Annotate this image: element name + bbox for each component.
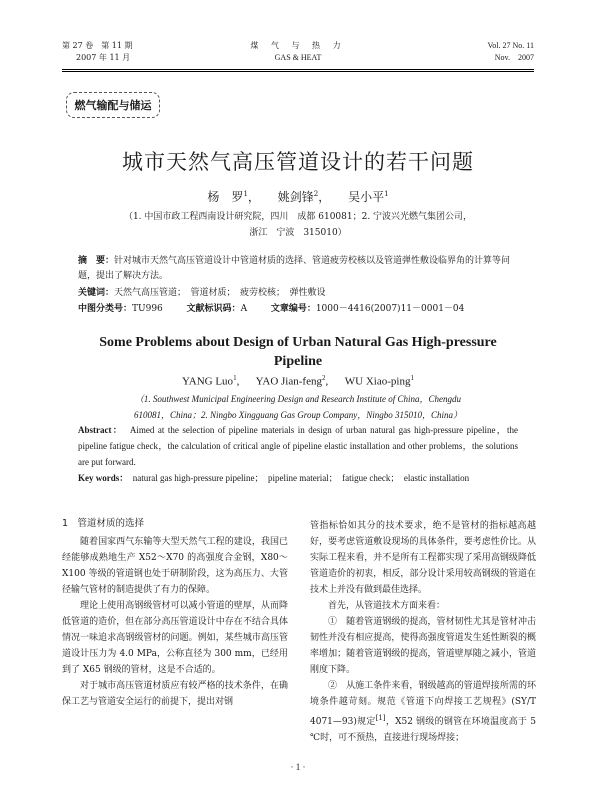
body-right-paragraph-4: [310, 678, 536, 746]
affiliation-en-line1: （1. Southwest Municipal Engineering Design and Research Institute of China，Chengdu: [134, 394, 462, 404]
author-en-2-sup: 2: [321, 374, 326, 382]
body-right-paragraph-2: 首先，从管道技术方面来看：: [328, 601, 446, 611]
citation-ref-1: [1]: [375, 714, 386, 722]
article-no-label: 文章编号：: [270, 304, 316, 314]
author-cn-1-sup: 1: [243, 190, 248, 198]
body-left-column: [62, 516, 288, 710]
body-right-column: [310, 518, 536, 746]
paper-title-cn: 城市天然气高压管道设计的若干问题: [122, 150, 474, 174]
abstract-cn: [78, 254, 518, 284]
page-number: · 1 ·: [290, 762, 306, 772]
author-en-3-sup: 1: [410, 374, 414, 382]
header-journal-en: GAS & HEAT: [274, 53, 322, 62]
keywords-en: [78, 470, 518, 486]
body-right-paragraph-1: 管指标恰如其分的技术要求，绝不是管材的指标越高越好，要考虑管道敷设现场的具体条件，要考虑性价比。从实际工程来看，并不是所有工程都实现了采用高钢级降低管道造价的初衷，相反，部分设计采用较高钢级的管道在技术上并没有做到最佳选择。: [310, 521, 536, 595]
body-right-paragraph-4b: ，X52 钢级的钢管在环境温度高于 5 ℃时，可不预热，直接进行现场焊接；: [310, 717, 536, 743]
authors-cn: 杨 罗$^1$， 姚剑锋$^2$， 吴小平$^1$: [207, 190, 389, 204]
column-tag-label: 燃气输配与储运: [74, 99, 152, 112]
author-cn-3-sup: 1: [384, 190, 389, 198]
keywords-en-text: natural gas high-pressure pipeline； pipeline material； fatigue check； elastic installation: [132, 473, 470, 483]
clc-label: 中图分类号：: [78, 304, 133, 314]
affiliation-cn-line2: 浙江 宁波 315010）: [249, 228, 347, 238]
keywords-cn-label: 关键词：: [78, 288, 115, 298]
header-journal-cn: 煤 气 与 热 力: [250, 41, 346, 50]
clc-value: TU996: [132, 304, 163, 314]
body-right-paragraph-4a: ② 从施工条件来看，钢级越高的管道焊接所需的环境条件越苛刻。规范《管道下向焊接工艺规程》(SY/T 4071—93)规定: [310, 681, 536, 727]
header-rule-top: [62, 69, 534, 70]
classification-line: [78, 302, 518, 317]
article-no-value: 1000－4416(2007)11－0001－04: [315, 304, 465, 314]
header-date-en: Nov. 2007: [494, 53, 534, 62]
paper-title-en-line1: Some Problems about Design of Urban Natural Gas High-pressure: [99, 335, 497, 350]
paper-title-en: [0, 333, 596, 371]
abstract-cn-text: 针对城市天然气高压管道设计中管道材质的选择、管道疲劳校核以及管道弹性敷设临界角的计算等问题，提出了解决方法。: [78, 256, 511, 281]
header-rule-bottom: [62, 71, 534, 72]
author-cn-2: 姚剑锋: [277, 190, 314, 204]
body-right-paragraph-3: ① 随着管道钢级的提高，管材韧性尤其是管材冲击韧性并没有相应提高，使得高强度管道发生延性断裂的概率增加；随着管道钢级的提高，管道壁厚随之减小，管道刚度下降。: [310, 617, 536, 675]
body-left-paragraph-2: 理论上使用高钢级管材可以减小管道的壁厚，从而降低管道的造价，但在部分高压管道设计中存在不结合具体情况一味追求高钢级管材的问题。例如，某些城市高压管道设计压力为 4.0 MPa，公称直径为 300 mm，已经用到了 X65 钢级的管材，这是不合适的。: [62, 601, 288, 675]
author-cn-1: 杨 罗: [207, 190, 244, 204]
abstract-cn-label: 摘 要：: [78, 256, 115, 266]
affiliation-cn-line1: （1. 中国市政工程西南设计研究院，四川 成都 610081；2. 宁波兴光燃气集团公司，: [123, 212, 473, 222]
keywords-en-label: Key words：: [78, 473, 129, 483]
affiliation-en-line2: 610081，China；2. Ningbo Xingguang Gas Group Company，Ningbo 315010，China）: [134, 410, 462, 420]
header-volume-en: Vol. 27 No. 11: [487, 41, 534, 50]
header-volume-cn: 第 27 卷 第 11 期: [62, 41, 133, 50]
running-header: [0, 40, 596, 70]
keywords-cn-text: 天然气高压管道； 管道材质； 疲劳校核； 弹性敷设: [114, 288, 326, 298]
author-cn-3: 吴小平: [348, 190, 385, 204]
doc-code-label: 文献标识码：: [186, 304, 241, 314]
affiliation-cn: [0, 209, 596, 241]
body-left-paragraph-3: 对于城市高压管道材质应有较严格的技术条件，在确保工艺与管道安全运行的前提下，提出对钢: [62, 681, 288, 707]
keywords-cn: [78, 286, 518, 301]
author-en-3: WU Xiao-ping: [344, 375, 411, 388]
doc-code-value: A: [240, 304, 248, 314]
header-right: [488, 40, 534, 64]
affiliation-en: [0, 391, 596, 423]
header-date-cn: 2007 年 11 月: [76, 53, 131, 62]
author-en-2: YAO Jian-feng: [255, 375, 322, 388]
author-en-1-sup: 1: [233, 374, 237, 382]
section-heading-1: 1 管道材质的选择: [62, 518, 145, 529]
abstract-en-label: Abstract：: [78, 425, 123, 435]
paper-title-en-line2: Pipeline: [273, 354, 323, 369]
author-cn-2-sup: 2: [313, 190, 319, 198]
authors-en: YANG Luo$^1$, YAO Jian-feng$^2$, WU Xiao-ping$^1$: [182, 374, 414, 388]
author-en-1: YANG Luo: [182, 375, 234, 388]
abstract-en: [78, 422, 518, 470]
column-tag: [66, 92, 160, 118]
abstract-en-text: Aimed at the selection of pipeline materials in design of urban natural gas high-pressure pipeline，the pipeline fatigue check，the calculation of critical angle of pipeline elastic installation and other problems，the solutions are put forward.: [78, 425, 518, 467]
body-left-paragraph-1: 随着国家西气东输等大型天然气工程的建设，我国已经能够成熟地生产 X52～X70 的高强度合金钢，X80～X100 等级的管道钢也处于研制阶段，这为高压力、大管径输气管材的制造提供了有力的保障。: [62, 537, 288, 595]
